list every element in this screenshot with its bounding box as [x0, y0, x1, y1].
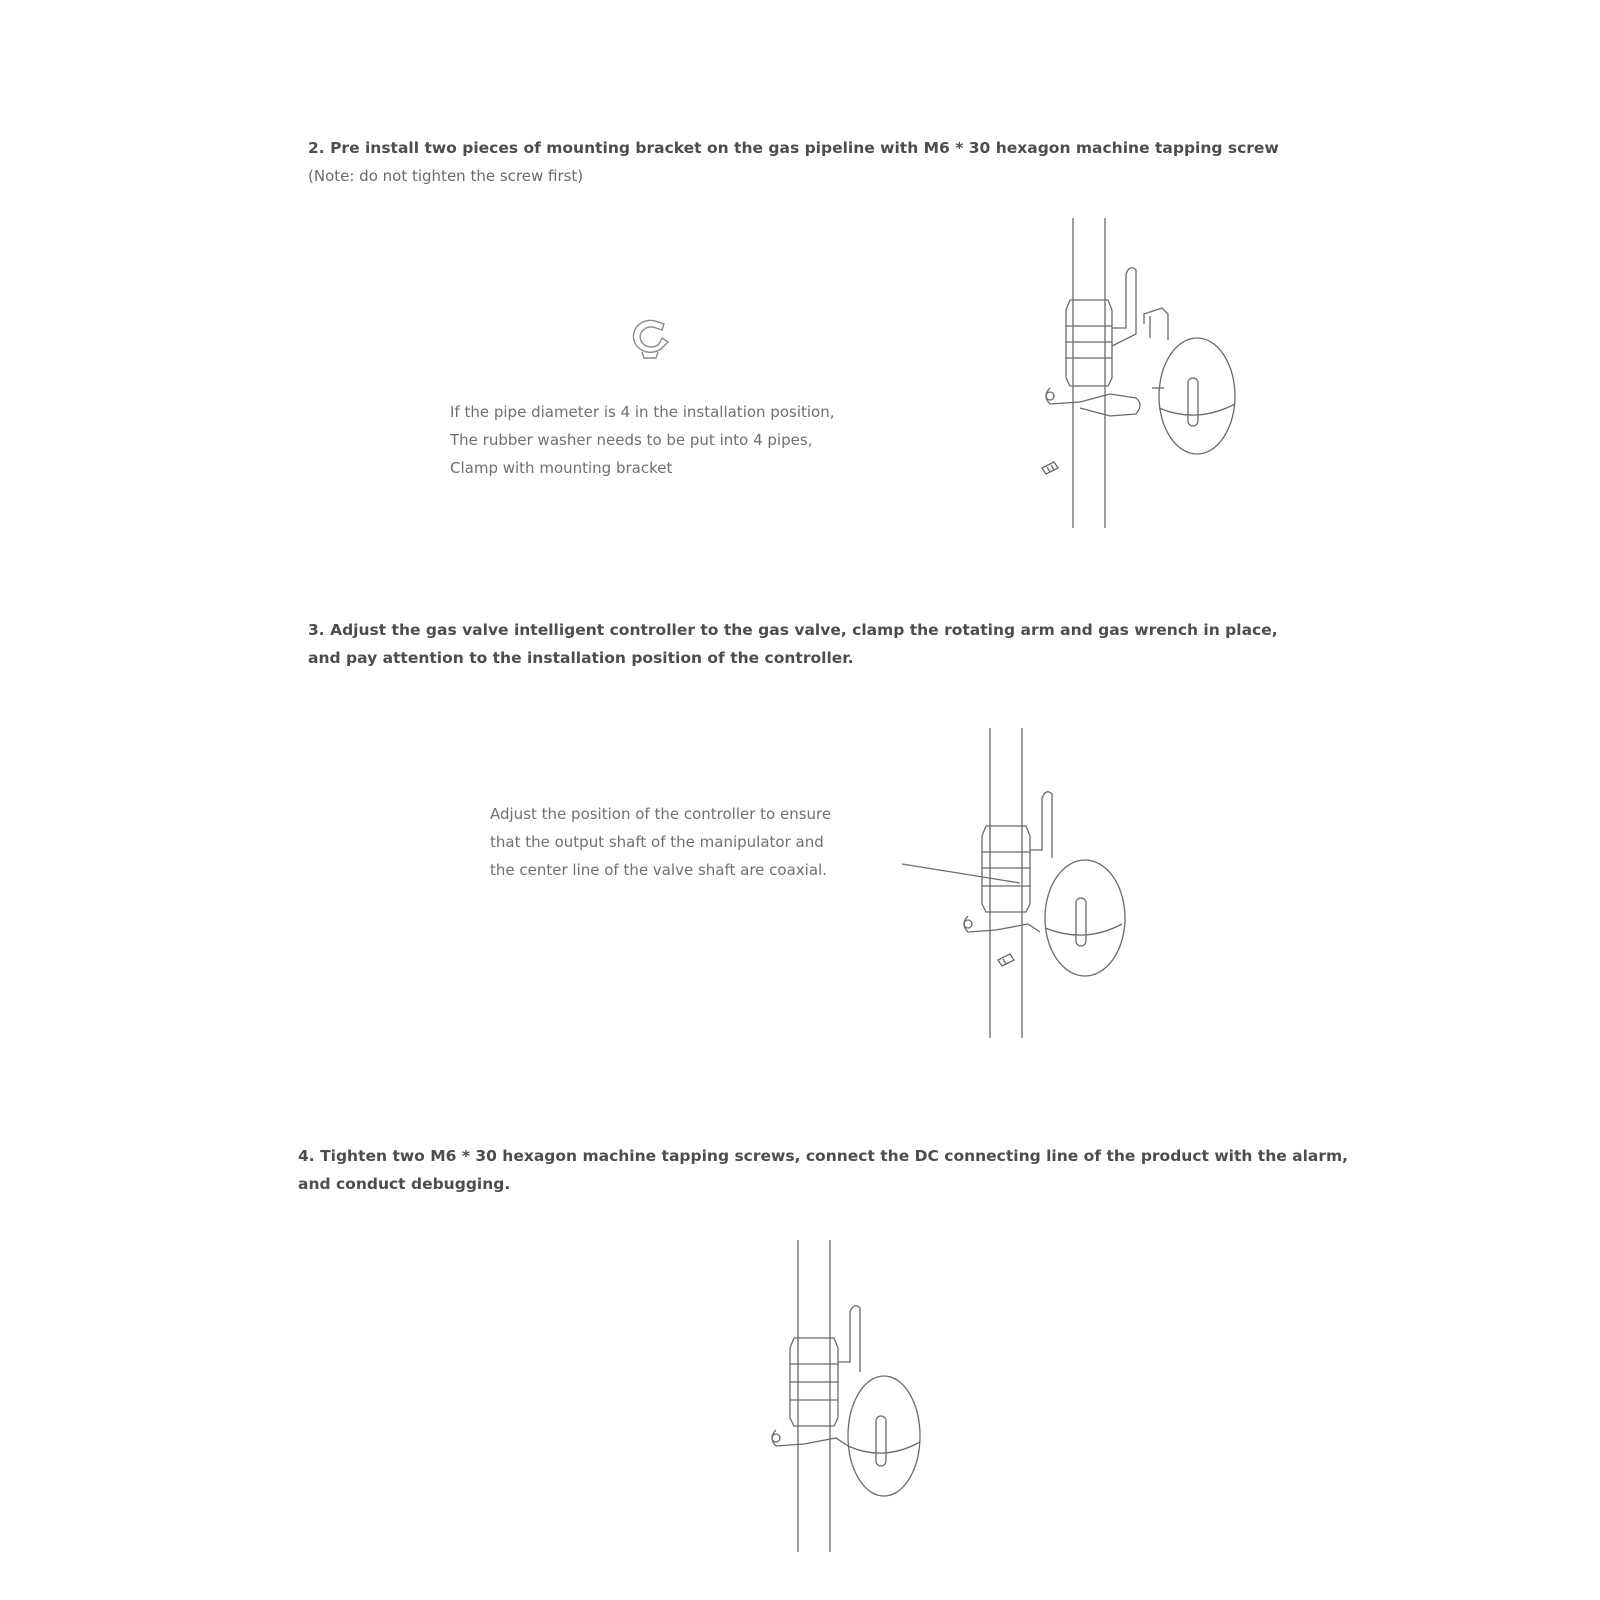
controller-adjust-diagram — [900, 728, 1120, 1038]
caption-line: If the pipe diameter is 4 in the installation position, — [450, 403, 835, 421]
caption-line: The rubber washer needs to be put into 4 pipes, — [450, 431, 813, 449]
caption-line: Adjust the position of the controller to ensure — [490, 805, 832, 823]
rubber-washer-icon — [628, 316, 676, 360]
title-line: and conduct debugging. — [298, 1175, 511, 1193]
final-install-diagram — [760, 1240, 950, 1552]
caption-line: that the output shaft of the manipulator and — [490, 833, 824, 851]
bracket-install-diagram — [1040, 218, 1240, 528]
step-4-title — [298, 1142, 1348, 1198]
step-3-title — [308, 616, 1278, 672]
caption-line: the center line of the valve shaft are coaxial. — [490, 861, 827, 879]
title-line: 3. Adjust the gas valve intelligent controller to the gas valve, clamp the rotating arm and gas wrench in place, — [308, 621, 1278, 639]
step-2-title: 2. Pre install two pieces of mounting bracket on the gas pipeline with M6 * 30 hexagon machine tapping screw — [308, 139, 1279, 157]
title-line: 4. Tighten two M6 * 30 hexagon machine tapping screws, connect the DC connecting line of the product with the alarm, — [298, 1147, 1349, 1165]
title-line: and pay attention to the installation position of the controller. — [308, 649, 854, 667]
step-3-caption — [490, 800, 831, 884]
step-2-caption — [450, 398, 835, 482]
caption-line: Clamp with mounting bracket — [450, 459, 673, 477]
step-2-note: (Note: do not tighten the screw first) — [308, 167, 584, 185]
